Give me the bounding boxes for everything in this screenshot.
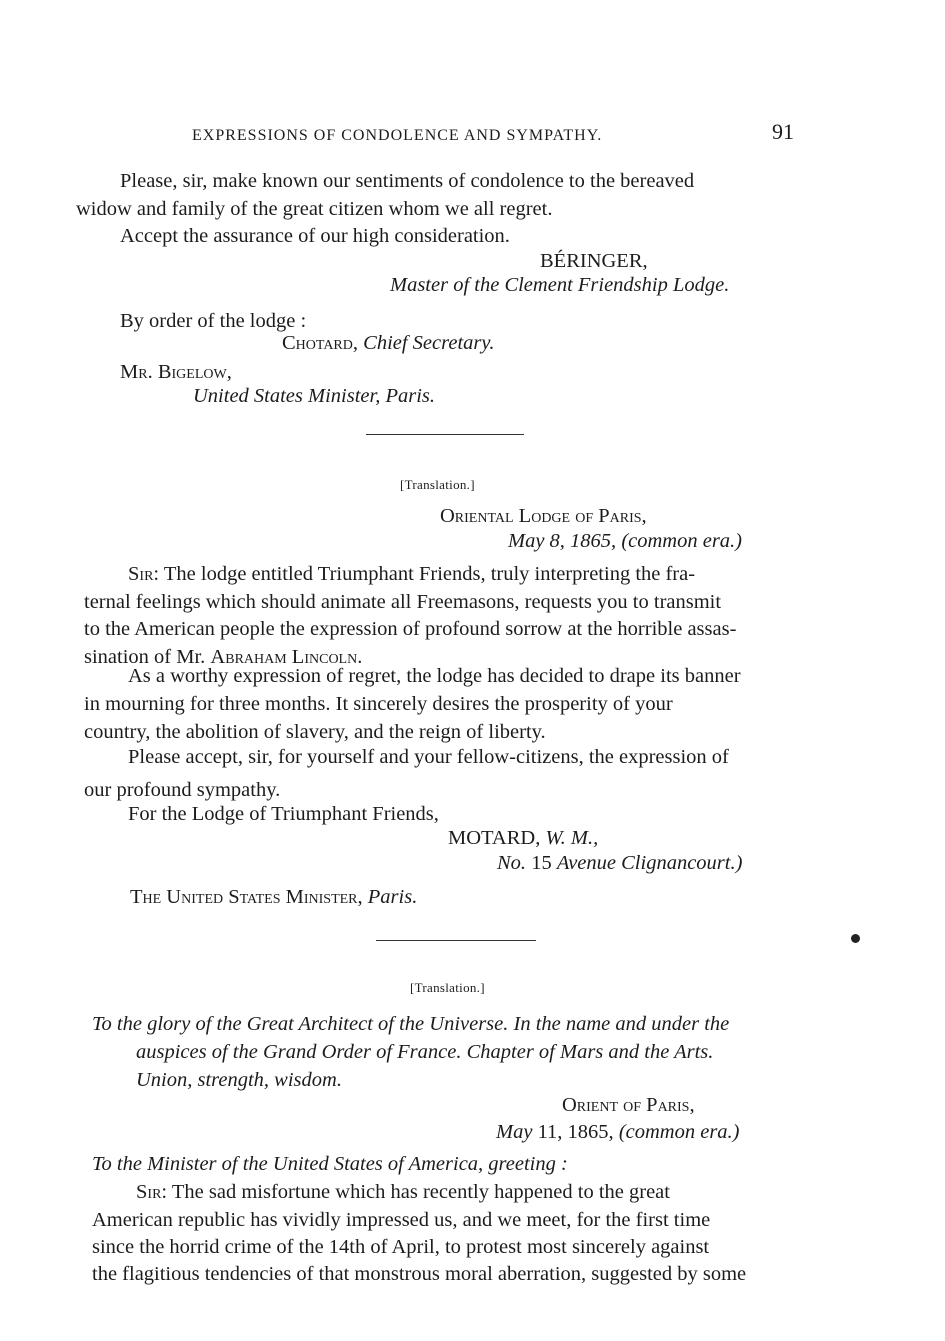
name: Abraham Lincoln. bbox=[210, 646, 363, 668]
address-no: No. bbox=[497, 852, 527, 874]
salutation: Sir: bbox=[136, 1181, 168, 1203]
letter1-signer: BÉRINGER, bbox=[540, 250, 648, 272]
letter3-p1-line4: the flagitious tendencies of that monstrous moral aberration, suggested by some bbox=[92, 1263, 747, 1285]
running-title: EXPRESSIONS OF CONDOLENCE AND SYMPATHY. bbox=[192, 127, 603, 144]
letter2-p2-line2: in mourning for three months. It sincerely desires the prosperity of your bbox=[84, 693, 673, 715]
addressee-city: Paris. bbox=[367, 886, 418, 908]
page-number: 91 bbox=[772, 119, 794, 144]
letter1-p2: Accept the assurance of our high consideration. bbox=[120, 225, 510, 247]
letter3-greeting: To the Minister of the United States of America, greeting : bbox=[92, 1153, 568, 1175]
letter3-p1-line2: American republic has vividly impressed us, and we meet, for the first time bbox=[92, 1209, 711, 1231]
letter3-invocation-line3: Union, strength, wisdom. bbox=[136, 1069, 342, 1091]
date-main: 11, 1865, bbox=[537, 1121, 614, 1143]
letter1-secretary bbox=[282, 331, 494, 355]
letter2-addressee bbox=[130, 885, 417, 909]
date-main: May 8, 1865, bbox=[508, 530, 617, 552]
divider-rule bbox=[366, 434, 524, 435]
letter1-p1-line2: widow and family of the great citizen whom we all regret. bbox=[76, 198, 553, 220]
date-era: (common era.) bbox=[621, 530, 743, 552]
letter1-signer-title: Master of the Clement Friendship Lodge. bbox=[390, 274, 730, 296]
letter2-p1-line1 bbox=[128, 562, 695, 586]
letter3-translation-note: [Translation.] bbox=[410, 980, 485, 995]
divider-rule bbox=[376, 940, 536, 941]
addressee-title: The United States Minister, bbox=[130, 886, 363, 908]
letter2-p2-line1: As a worthy expression of regret, the lodge has decided to drape its banner bbox=[128, 665, 741, 687]
text: The lodge entitled Triumphant Friends, truly interpreting the fra- bbox=[163, 563, 696, 585]
text: The sad misfortune which has recently happened to the great bbox=[171, 1181, 670, 1203]
salutation: Sir: bbox=[128, 563, 160, 585]
letter3-p1-line1 bbox=[136, 1180, 670, 1204]
address-number: 15 bbox=[531, 852, 552, 874]
ink-spot bbox=[851, 934, 860, 943]
address-street: Avenue Clignancourt.) bbox=[556, 852, 743, 874]
secretary-title: Chief Secretary. bbox=[363, 332, 495, 354]
letter2-p2-line3: country, the abolition of slavery, and the reign of liberty. bbox=[84, 721, 546, 743]
date-month: May bbox=[496, 1121, 533, 1143]
letter2-p3-line2: our profound sympathy. bbox=[84, 779, 281, 801]
letter1-addressee-name: Mr. Bigelow, bbox=[120, 361, 232, 383]
secretary-name: Chotard, bbox=[282, 332, 359, 354]
letter3-p1-line3: since the horrid crime of the 14th of April, to protest most sincerely against bbox=[92, 1236, 710, 1258]
letter2-date bbox=[508, 529, 742, 553]
letter3-invocation-line2: auspices of the Grand Order of France. Chapter of Mars and the Arts. bbox=[136, 1041, 714, 1063]
letter3-invocation-line1: To the glory of the Great Architect of the Universe. In the name and under the bbox=[92, 1013, 730, 1035]
letter2-p3-line1: Please accept, sir, for yourself and your fellow-citizens, the expression of bbox=[128, 746, 729, 768]
date-era: (common era.) bbox=[618, 1121, 740, 1143]
text: sination of Mr. bbox=[84, 646, 206, 668]
signer-name: MOTARD, bbox=[448, 827, 541, 849]
letter2-heading-place: Oriental Lodge of Paris, bbox=[440, 505, 647, 527]
letter2-p1-line3: to the American people the expression of profound sorrow at the horrible assas- bbox=[84, 618, 737, 640]
letter3-date bbox=[496, 1120, 740, 1144]
letter2-address bbox=[497, 851, 742, 875]
letter2-signer bbox=[448, 826, 598, 850]
letter1-addressee-title: United States Minister, Paris. bbox=[193, 385, 436, 407]
signer-role: W. M., bbox=[545, 827, 599, 849]
letter1-p1-line1: Please, sir, make known our sentiments of condolence to the bereaved bbox=[120, 170, 695, 192]
letter1-order-line: By order of the lodge : bbox=[120, 310, 307, 332]
letter2-translation-note: [Translation.] bbox=[400, 477, 475, 492]
letter2-p1-line2: ternal feelings which should animate all Freemasons, requests you to transmit bbox=[84, 591, 722, 613]
letter3-heading-place: Orient of Paris, bbox=[562, 1094, 695, 1116]
letter2-closing: For the Lodge of Triumphant Friends, bbox=[128, 803, 439, 825]
